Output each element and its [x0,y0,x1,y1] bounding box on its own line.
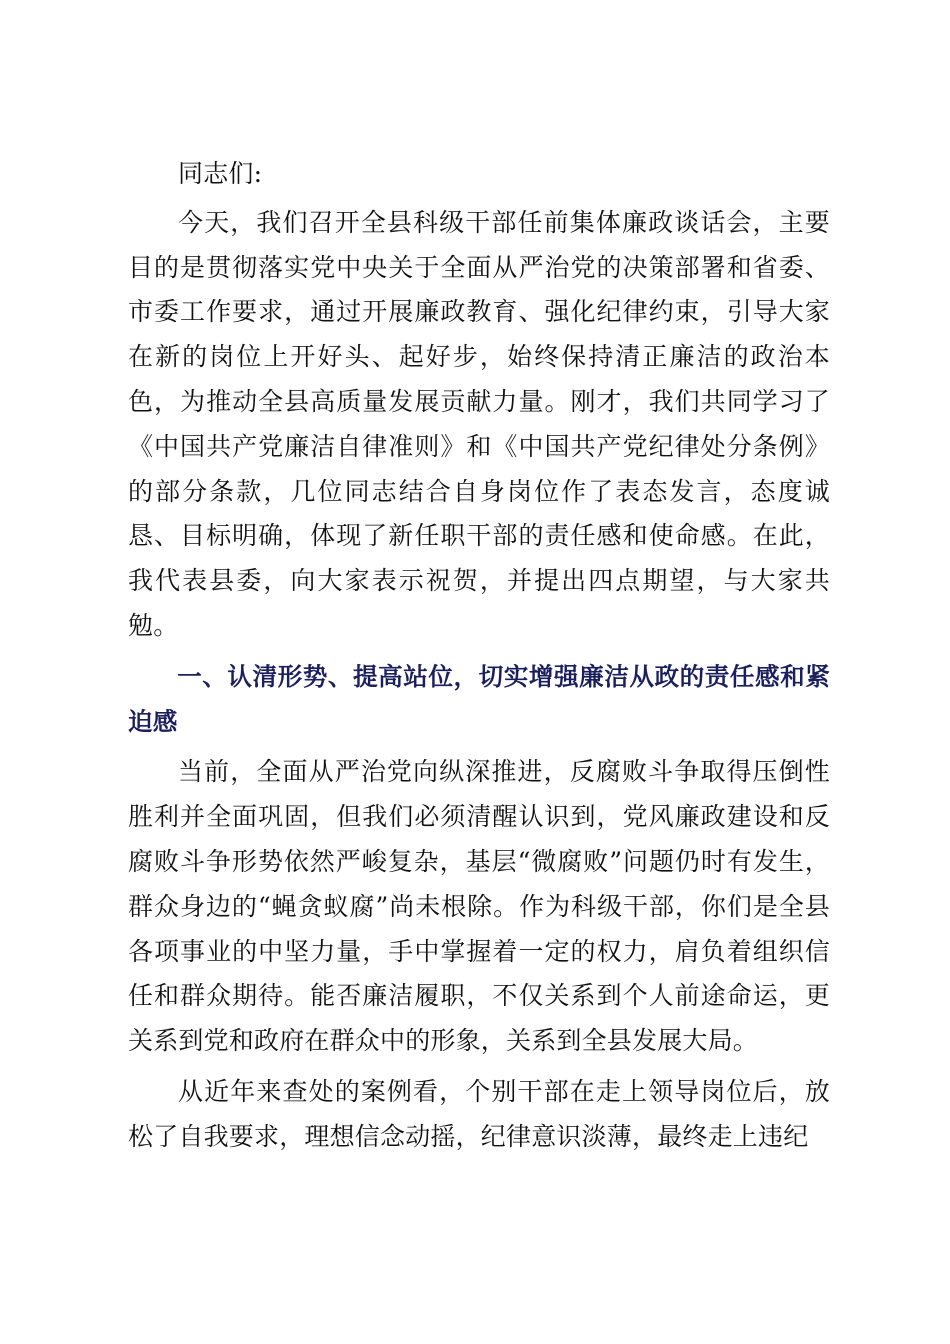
body-paragraph-2: 当前，全面从严治党向纵深推进，反腐败斗争取得压倒性胜利并全面巩固，但我们必须清醒认识到，党风廉政建设和反腐败斗争形势依然严峻复杂，基层“微腐败”问题仍时有发生，群众身边的“蝇贪蚁腐”尚未根除。作为科级干部，你们是全县各项事业的中坚力量，手中掌握着一定的权力，肩负着组织信任和群众期待。能否廉洁履职，不仅关系到个人前途命运，更关系到党和政府在群众中的形象，关系到全县发展大局。 [128,757,830,1056]
body-paragraph-1: 今天，我们召开全县科级干部任前集体廉政谈话会，主要目的是贯彻落实党中央关于全面从严治党的决策部署和省委、市委工作要求，通过开展廉政教育、强化纪律约束，引导大家在新的岗位上开好头、起好步，始终保持清正廉洁的政治本色，为推动全县高质量发展贡献力量。刚才，我们共同学习了《中国共产党廉洁自律准则》和《中国共产党纪律处分条例》的部分条款，几位同志结合自身岗位作了表态发言，态度诚恳、目标明确，体现了新任职干部的责任感和使命感。在此，我代表县委，向大家表示祝贺，并提出四点期望，与大家共勉。 [128,207,830,640]
salutation: 同志们: [178,159,263,188]
document-page [128,152,830,1160]
section-heading-1: 一、认清形势、提高站位，切实增强廉洁从政的责任感和紧迫感 [128,661,830,736]
body-paragraph-3: 从近年来查处的案例看，个别干部在走上领导岗位后，放松了自我要求，理想信念动摇，纪律意识淡薄，最终走上违纪 [128,1076,830,1151]
